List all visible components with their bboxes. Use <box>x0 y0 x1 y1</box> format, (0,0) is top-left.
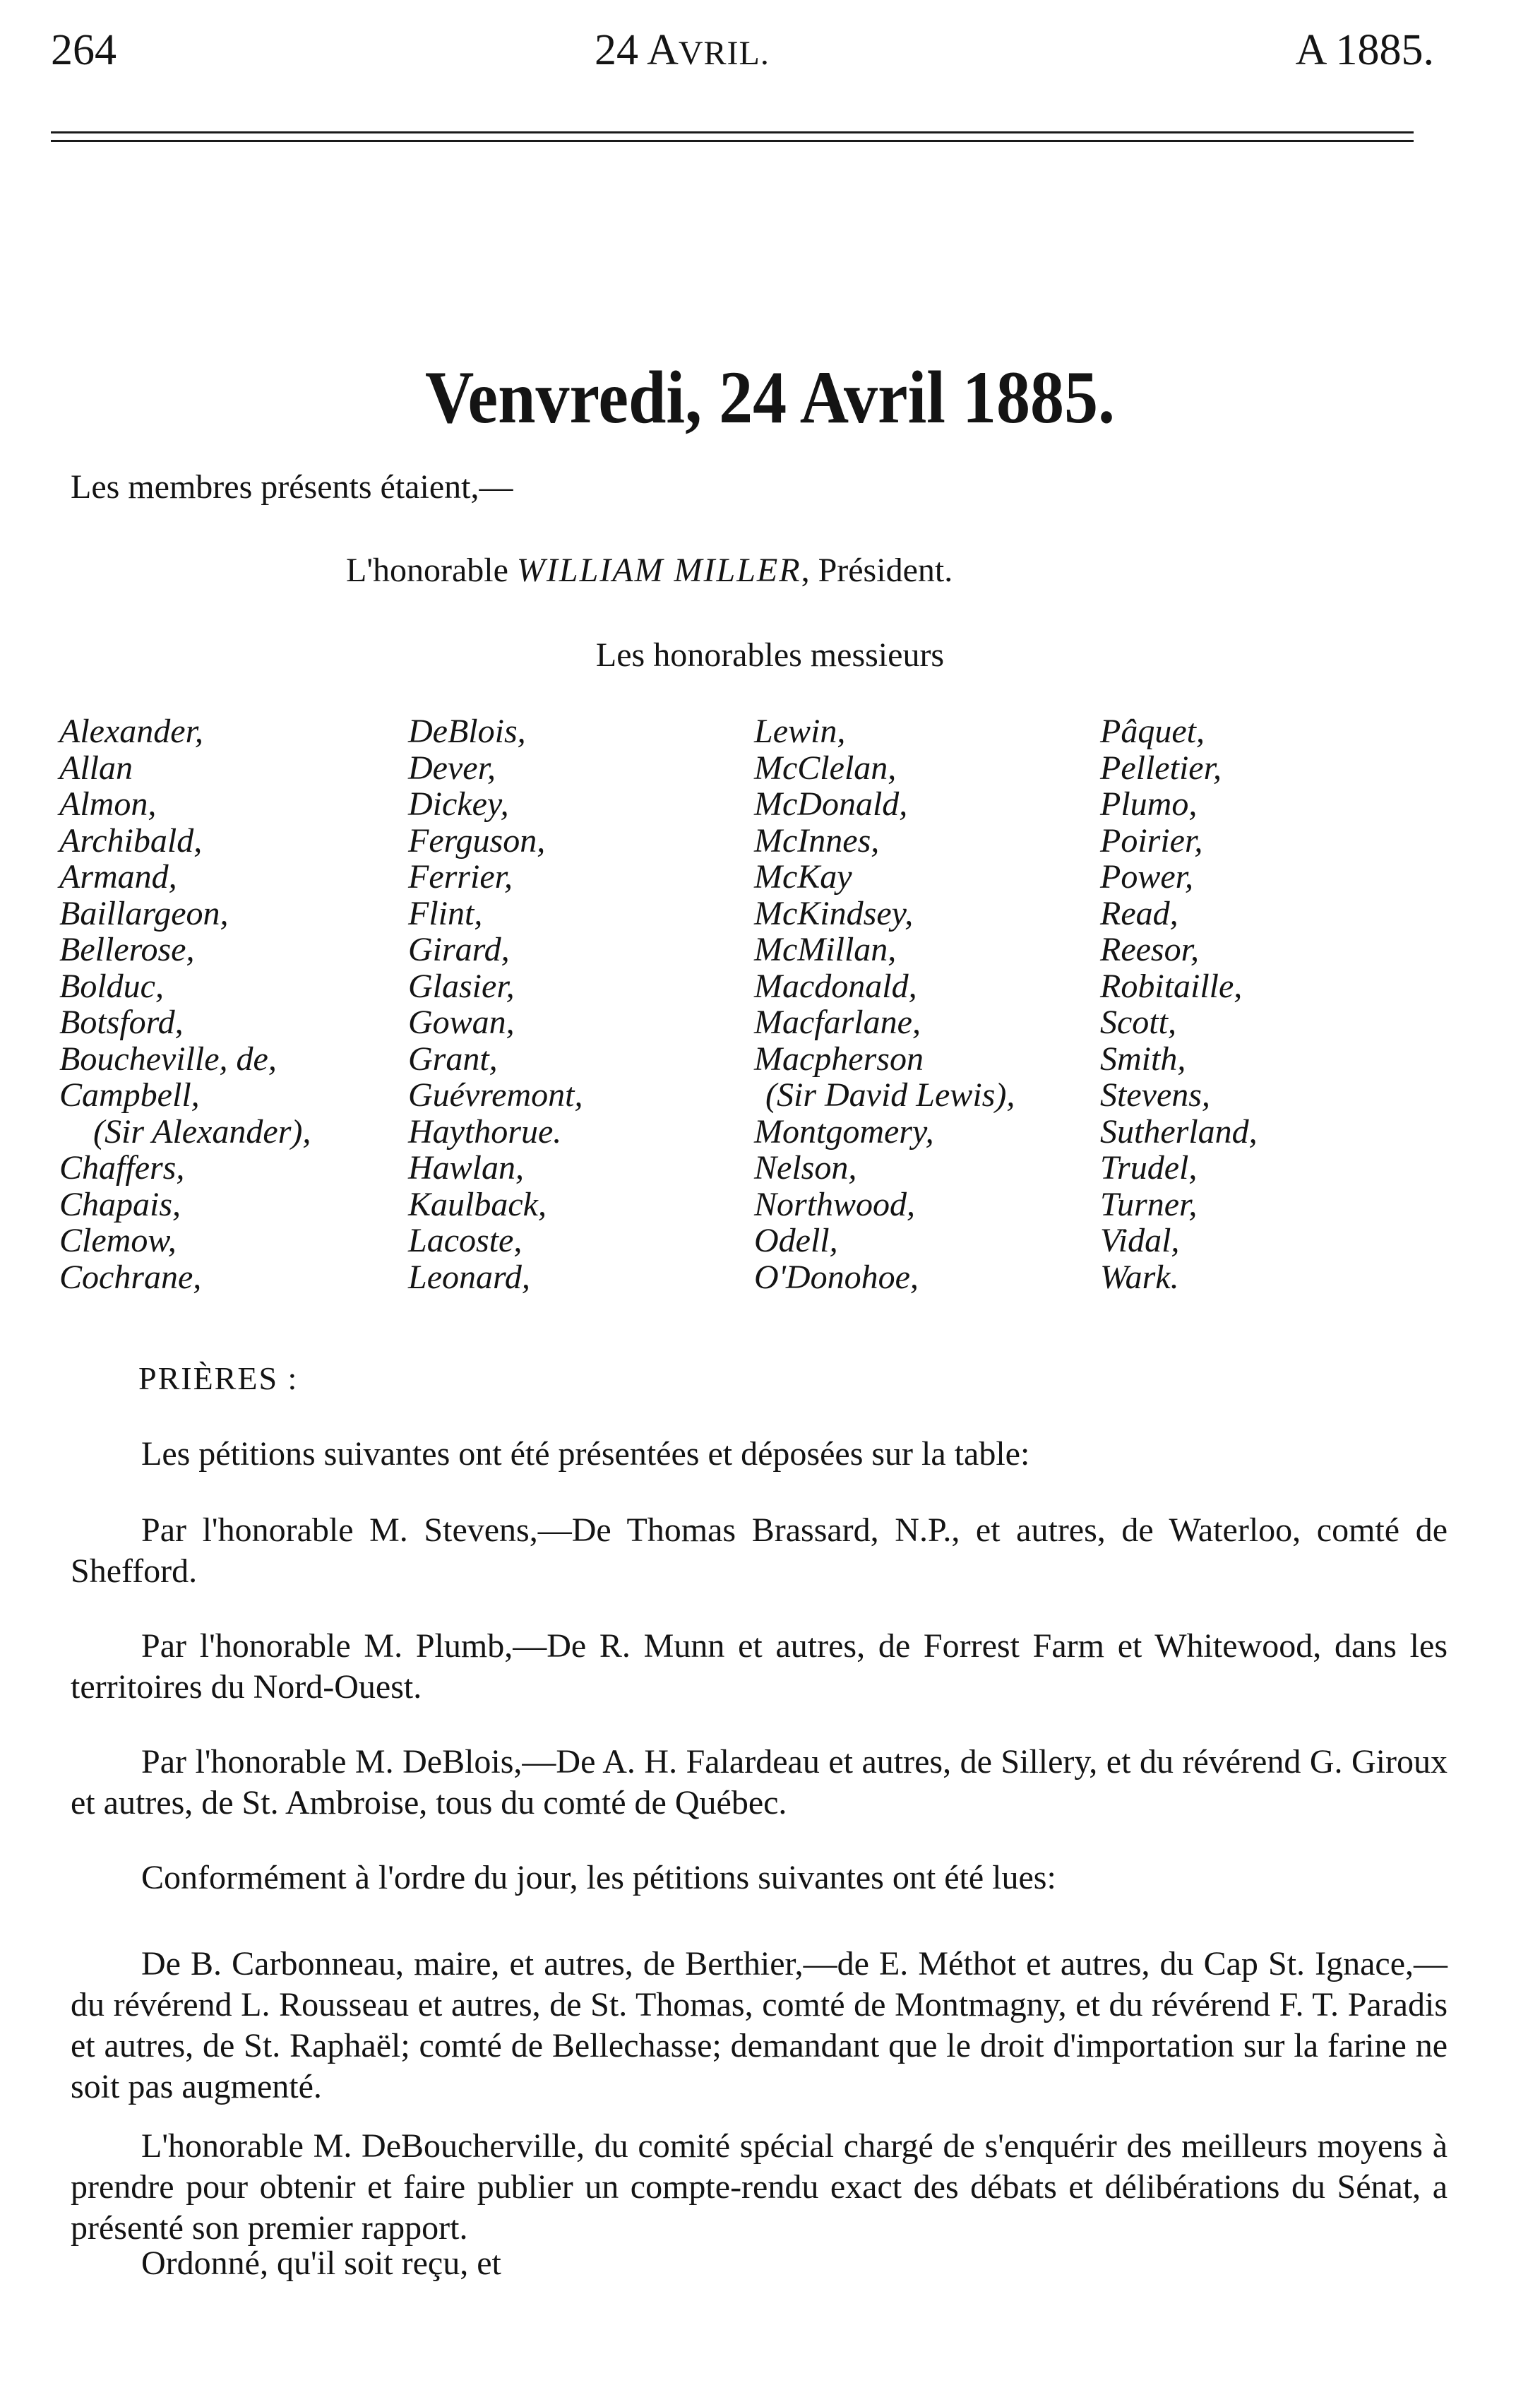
prayers-heading: PRIÈRES : <box>138 1360 299 1396</box>
running-date-month-rest: VRIL. <box>678 35 770 72</box>
senator-name: Vidal, <box>1100 1222 1180 1259</box>
senator-name: Trudel, <box>1100 1149 1198 1187</box>
senator-name: Guévremont, <box>408 1076 583 1114</box>
paragraph-deboucherville-report: L'honorable M. DeBoucherville, du comité spécial chargé de s'enquérir des meilleurs moyens à prendre pour obtenir et faire publier un compte-rendu exact des débats et délibérations du Sénat, a présenté son premier rapport. <box>71 2127 1448 2247</box>
senator-name: Kaulback, <box>408 1185 547 1223</box>
senator-name: Dickey, <box>408 785 509 823</box>
senator-name: Hawlan, <box>408 1149 525 1187</box>
senator-name: Archibald, <box>59 821 203 860</box>
senator-name: Ferrier, <box>408 858 513 896</box>
senator-name: Wark. <box>1100 1258 1179 1296</box>
running-date-day: 24 <box>595 26 647 74</box>
senator-name: Sutherland, <box>1100 1112 1258 1151</box>
president-line <box>346 552 953 590</box>
senator-name: Montgomery, <box>754 1112 934 1151</box>
paragraph-carbonneau-petition: De B. Carbonneau, maire, et autres, de Berthier,—de E. Méthot et autres, du Cap St. Ignace,—du révérend L. Rousseau et autres, de St. Thomas, comté de Montmagny, et du révérend F. T. Paradis et autres, de St. Raphaël; comté de Bellechasse; demandant que le droit d'importation sur la farine ne soit pas augmenté. <box>71 1945 1448 2105</box>
senators-column-3 <box>754 713 1015 1295</box>
senator-name: Botsford, <box>59 1004 184 1041</box>
senator-name: Macpherson <box>754 1040 924 1078</box>
senator-name: Flint, <box>408 894 483 932</box>
senator-name: Bolduc, <box>59 967 164 1005</box>
senator-name: McMillan, <box>754 931 897 968</box>
president-suffix: , Président. <box>801 552 953 589</box>
senator-name: Stevens, <box>1100 1076 1210 1114</box>
page-number: 264 <box>51 26 117 74</box>
senators-column-1 <box>59 713 311 1295</box>
senator-name: McInnes, <box>754 821 880 860</box>
running-year: A 1885. <box>1295 26 1434 74</box>
president-prefix: L'honorable <box>346 552 517 589</box>
senator-name: Leonard, <box>408 1258 530 1296</box>
senator-name: Plumo, <box>1100 785 1198 823</box>
paragraph-ordered: Ordonné, qu'il soit reçu, et <box>141 2245 501 2282</box>
senators-column-2 <box>408 713 583 1295</box>
senator-name: Gowan, <box>408 1004 515 1041</box>
senator-name: Armand, <box>59 858 177 896</box>
senator-name: (Sir Alexander), <box>93 1112 311 1151</box>
senator-name: Cochrane, <box>59 1258 202 1296</box>
senator-name: Haythorue. <box>408 1112 562 1151</box>
header-rule-top <box>51 131 1414 133</box>
running-date-month-initial: A <box>647 26 679 74</box>
senator-name: Pelletier, <box>1100 749 1222 787</box>
paragraph-petitions-read: Conformément à l'ordre du jour, les pétitions suivantes ont été lues: <box>141 1859 1056 1896</box>
senator-name: Macdonald, <box>754 967 917 1005</box>
senator-name: Campbell, <box>59 1076 200 1114</box>
senator-name: Odell, <box>754 1222 838 1259</box>
senator-name: (Sir David Lewis), <box>765 1076 1015 1114</box>
senator-name: Bellerose, <box>59 931 195 968</box>
senator-name: McDonald, <box>754 785 908 823</box>
paragraph-petitions-presented: Les pétitions suivantes ont été présentées et déposées sur la table: <box>141 1435 1030 1473</box>
members-intro: Les membres présents étaient,— <box>71 468 513 506</box>
paragraph-stevens-petition: Par l'honorable M. Stevens,—De Thomas Brassard, N.P., et autres, de Waterloo, comté de Shefford. <box>71 1511 1448 1590</box>
senator-name: Robitaille, <box>1100 967 1243 1005</box>
senator-name: Read, <box>1100 894 1178 932</box>
senator-name: Northwood, <box>754 1185 916 1223</box>
senator-name: Chaffers, <box>59 1149 185 1187</box>
senator-name: Girard, <box>408 931 510 968</box>
senator-name: Lewin, <box>754 713 846 750</box>
senator-name: Almon, <box>59 785 157 823</box>
paragraph-plumb-petition: Par l'honorable M. Plumb,—De R. Munn et autres, de Forrest Farm et Whitewood, dans les territoires du Nord-Ouest. <box>71 1627 1448 1706</box>
senator-name: McClelan, <box>754 749 897 787</box>
senator-name: O'Donohoe, <box>754 1258 919 1296</box>
senator-name: Ferguson, <box>408 821 546 860</box>
senator-name: Allan <box>59 749 133 787</box>
session-title: Venvredi, 24 Avril 1885. <box>425 355 1115 439</box>
senator-name: Glasier, <box>408 967 515 1005</box>
senator-name: Alexander, <box>59 713 203 750</box>
paragraph-deblois-petition: Par l'honorable M. DeBlois,—De A. H. Falardeau et autres, de Sillery, et du révérend G. Giroux et autres, de St. Ambroise, tous du comté de Québec. <box>71 1743 1448 1821</box>
senator-name: Scott, <box>1100 1004 1176 1041</box>
senator-name: Turner, <box>1100 1185 1198 1223</box>
senator-name: Dever, <box>408 749 496 787</box>
president-name: WILLIAM MILLER <box>516 552 801 589</box>
senator-name: Macfarlane, <box>754 1004 921 1041</box>
senator-name: Baillargeon, <box>59 894 229 932</box>
header-rule-bottom <box>51 140 1414 142</box>
running-date <box>595 28 770 72</box>
senator-name: McKay <box>754 858 852 896</box>
senators-column-4 <box>1100 713 1258 1295</box>
senator-name: Nelson, <box>754 1149 857 1187</box>
senator-name: Smith, <box>1100 1040 1186 1078</box>
senator-name: Power, <box>1100 858 1193 896</box>
messieurs-heading: Les honorables messieurs <box>595 636 945 674</box>
senator-name: Grant, <box>408 1040 498 1078</box>
senator-name: Boucheville, de, <box>59 1040 277 1078</box>
senator-name: DeBlois, <box>408 713 526 750</box>
senator-name: Chapais, <box>59 1185 181 1223</box>
senator-name: Pâquet, <box>1100 713 1205 750</box>
senator-name: Reesor, <box>1100 931 1199 968</box>
senator-name: Poirier, <box>1100 821 1203 860</box>
senator-name: Lacoste, <box>408 1222 523 1259</box>
senator-name: Clemow, <box>59 1222 177 1259</box>
senator-name: McKindsey, <box>754 894 914 932</box>
